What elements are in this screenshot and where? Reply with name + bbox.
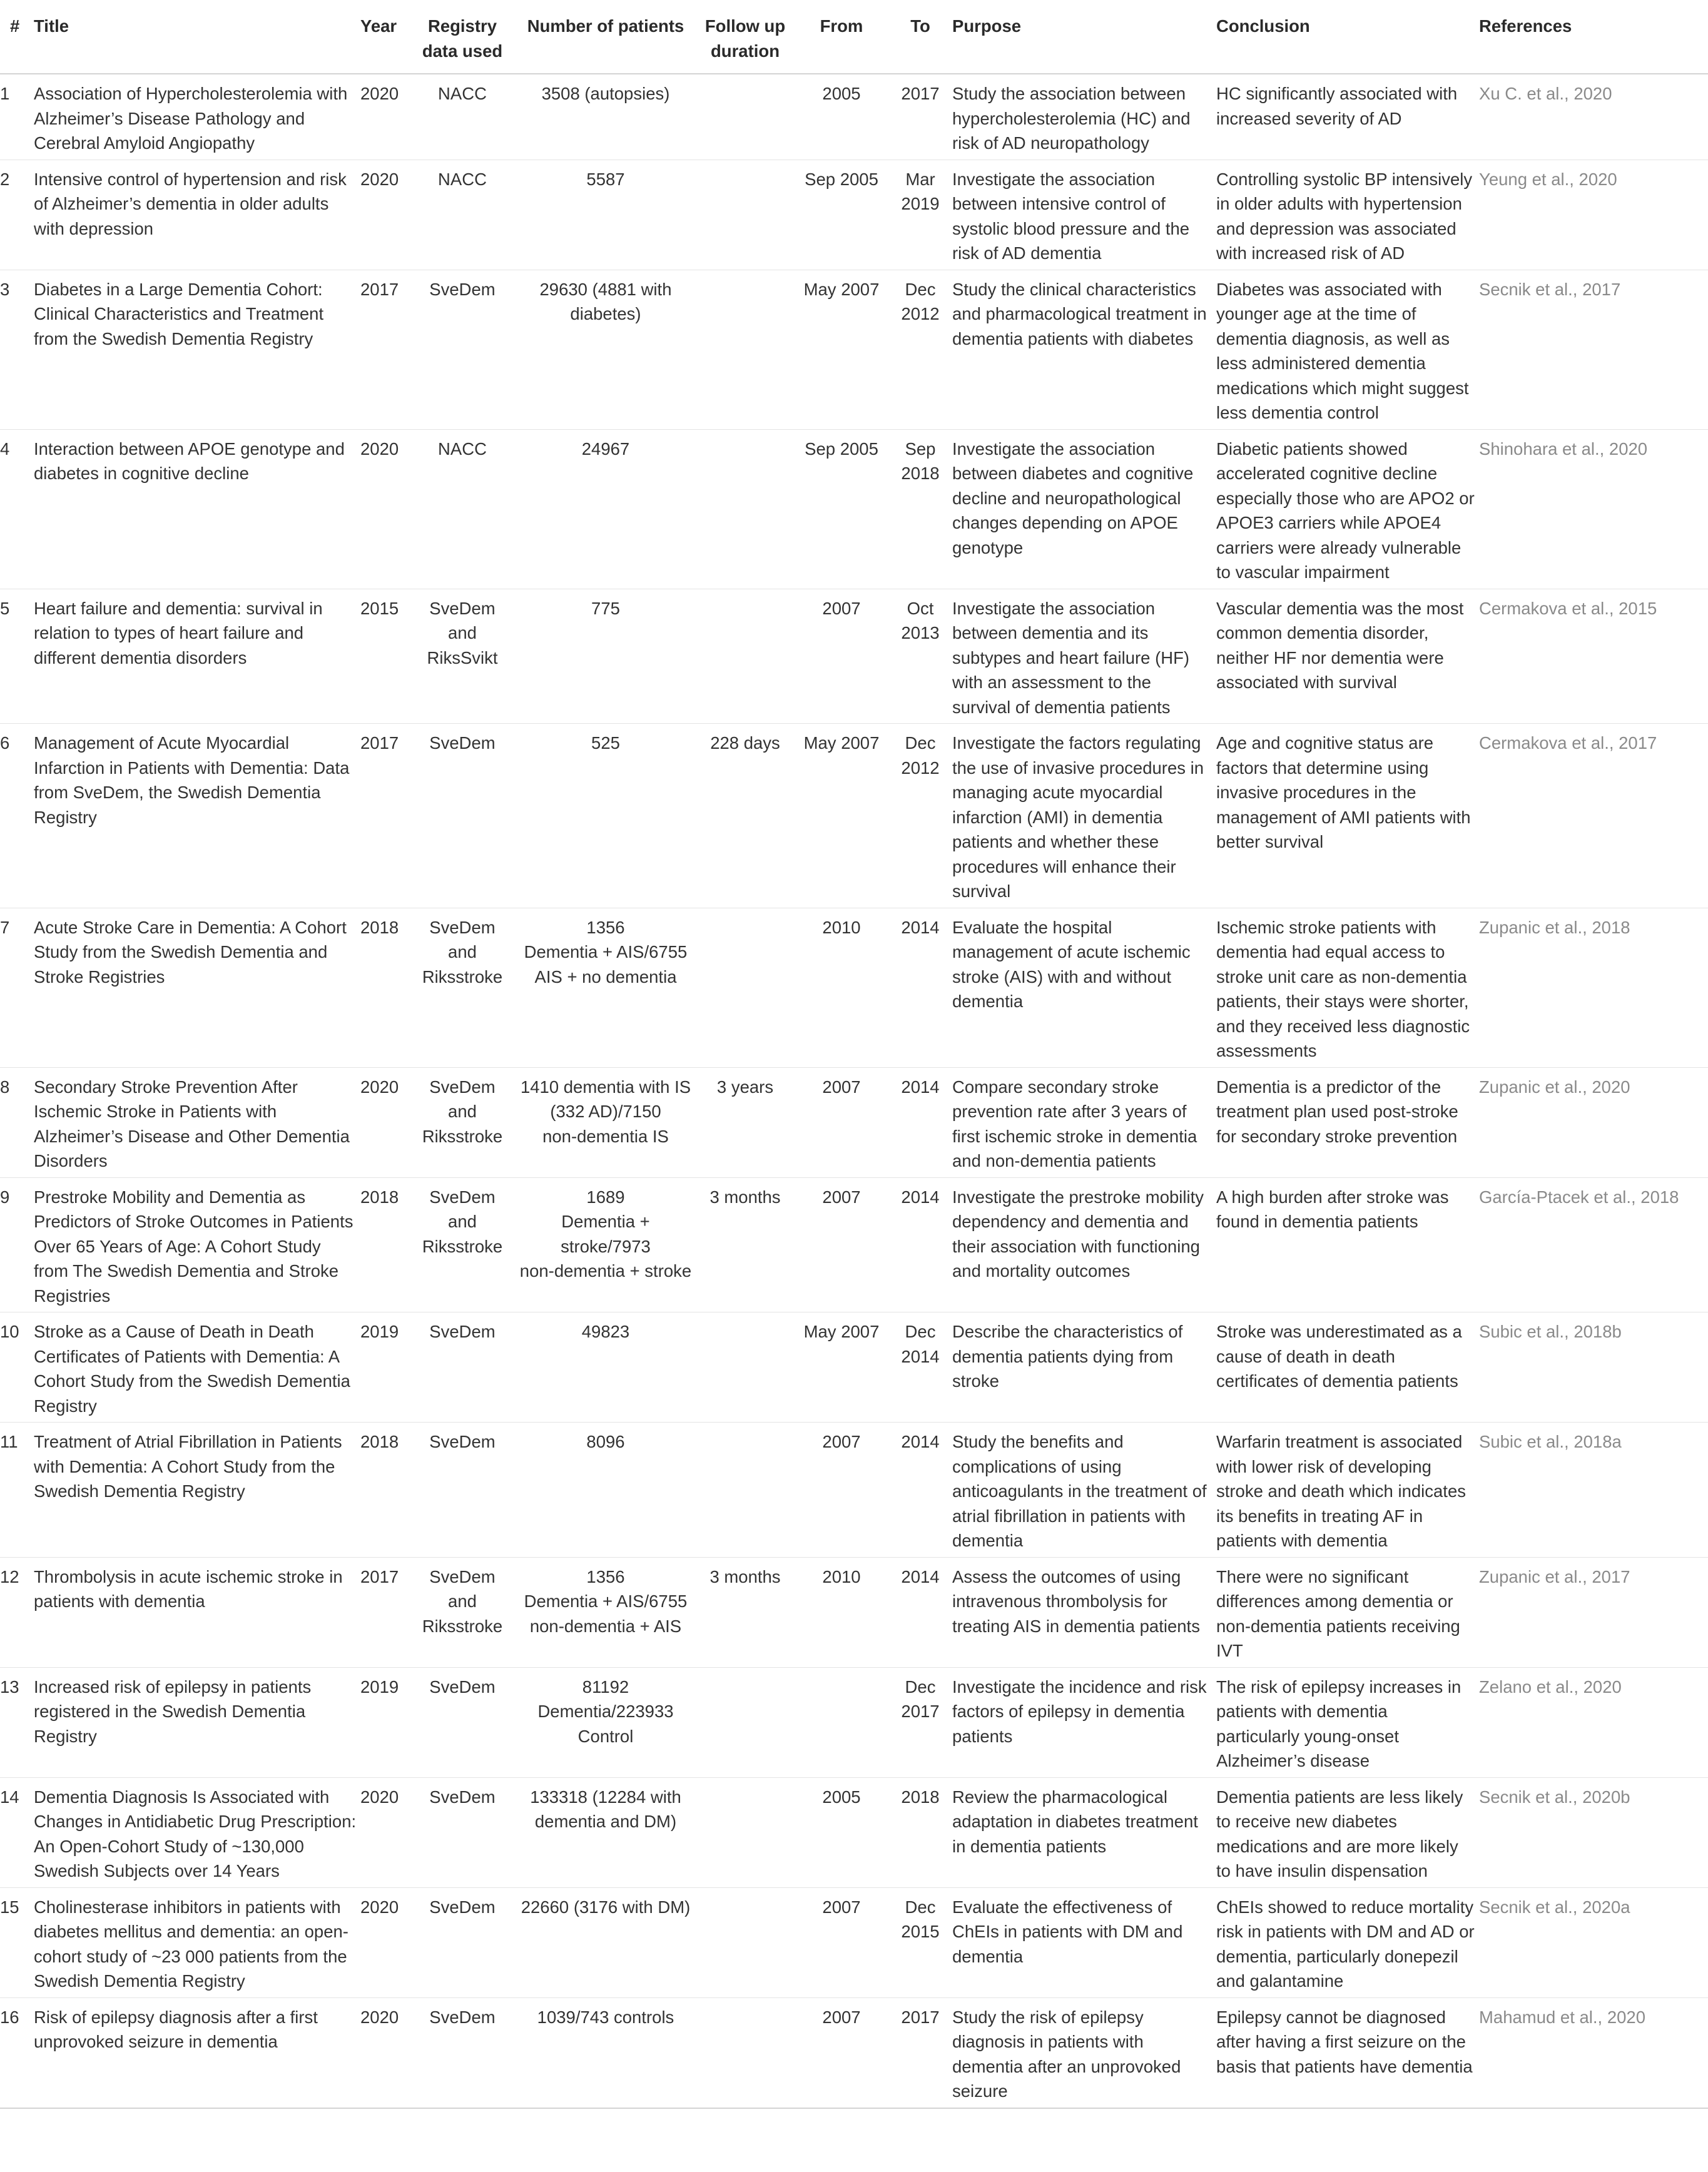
study-conclusion: Age and cognitive status are factors that determine using invasive procedures in the management of AMI patients with better survival	[1216, 724, 1479, 908]
header-conclusion: Conclusion	[1216, 0, 1479, 74]
study-purpose: Assess the outcomes of using intravenous thrombolysis for treating AIS in dementia patients	[952, 1557, 1216, 1667]
study-reference: Cermakova et al., 2017	[1479, 724, 1708, 908]
table-row	[0, 1777, 1708, 1887]
study-purpose: Study the clinical characteristics and pharmacological treatment in dementia patients with diabetes	[952, 270, 1216, 429]
table-row	[0, 160, 1708, 270]
row-number: 3	[0, 270, 34, 429]
registry-data: NACC	[413, 160, 516, 270]
study-conclusion: Ischemic stroke patients with dementia had equal access to stroke unit care as non-dementia patients, their stays were shorter, and they received less diagnostic assessments	[1216, 908, 1479, 1067]
table-row	[0, 1997, 1708, 2108]
patient-count: 49823	[516, 1312, 699, 1423]
registry-data: SveDem and Riksstroke	[413, 1067, 516, 1177]
study-reference: Subic et al., 2018b	[1479, 1312, 1708, 1423]
table-row	[0, 1887, 1708, 1997]
header-title: Title	[34, 0, 360, 74]
period-to: 2014	[892, 908, 952, 1067]
registry-data: SveDem and RiksSvikt	[413, 589, 516, 724]
row-number: 16	[0, 1997, 34, 2108]
study-reference: Secnik et al., 2020a	[1479, 1887, 1708, 1997]
followup-duration	[699, 270, 795, 429]
table-row	[0, 429, 1708, 589]
followup-duration	[699, 429, 795, 589]
study-year: 2020	[360, 160, 413, 270]
study-title: Dementia Diagnosis Is Associated with Changes in Antidiabetic Drug Prescription: An Open-Cohort Study of ~130,000 Swedish Subjects over 14 Years	[34, 1777, 360, 1887]
period-from: 2010	[795, 908, 892, 1067]
followup-duration	[699, 1667, 795, 1777]
table-row	[0, 1557, 1708, 1667]
registry-data: SveDem	[413, 1997, 516, 2108]
period-from: 2007	[795, 1067, 892, 1177]
study-reference: Shinohara et al., 2020	[1479, 429, 1708, 589]
table-row	[0, 1312, 1708, 1423]
table-row	[0, 1067, 1708, 1177]
study-title: Prestroke Mobility and Dementia as Predictors of Stroke Outcomes in Patients Over 65 Years of Age: A Cohort Study from The Swedish Dementia and Stroke Registries	[34, 1177, 360, 1312]
period-from: Sep 2005	[795, 429, 892, 589]
patient-count: 24967	[516, 429, 699, 589]
study-year: 2018	[360, 1423, 413, 1558]
registry-data: SveDem	[413, 1887, 516, 1997]
study-year: 2019	[360, 1312, 413, 1423]
patient-count: 29630 (4881 with diabetes)	[516, 270, 699, 429]
study-year: 2018	[360, 1177, 413, 1312]
followup-duration	[699, 1423, 795, 1558]
patient-count: 81192 Dementia/223933 Control	[516, 1667, 699, 1777]
study-year: 2015	[360, 589, 413, 724]
period-from: Sep 2005	[795, 160, 892, 270]
registry-data: NACC	[413, 74, 516, 160]
registry-data: SveDem and Riksstroke	[413, 1557, 516, 1667]
registry-data: SveDem and Riksstroke	[413, 908, 516, 1067]
study-conclusion: ChEIs showed to reduce mortality risk in patients with DM and AD or dementia, particularly donepezil and galantamine	[1216, 1887, 1479, 1997]
study-title: Thrombolysis in acute ischemic stroke in patients with dementia	[34, 1557, 360, 1667]
header-references: References	[1479, 0, 1708, 74]
registry-data: NACC	[413, 429, 516, 589]
study-conclusion: A high burden after stroke was found in dementia patients	[1216, 1177, 1479, 1312]
period-to: Mar 2019	[892, 160, 952, 270]
row-number: 15	[0, 1887, 34, 1997]
row-number: 14	[0, 1777, 34, 1887]
period-to: Dec 2017	[892, 1667, 952, 1777]
study-reference: Subic et al., 2018a	[1479, 1423, 1708, 1558]
period-to: Sep 2018	[892, 429, 952, 589]
study-purpose: Compare secondary stroke prevention rate after 3 years of first ischemic stroke in dementia and non-dementia patients	[952, 1067, 1216, 1177]
study-conclusion: Warfarin treatment is associated with lower risk of developing stroke and death which indicates its benefits in treating AF in patients with dementia	[1216, 1423, 1479, 1558]
row-number: 6	[0, 724, 34, 908]
study-reference: Yeung et al., 2020	[1479, 160, 1708, 270]
patient-count: 1356 Dementia + AIS/6755 AIS + no dementia	[516, 908, 699, 1067]
registry-data: SveDem	[413, 1312, 516, 1423]
row-number: 10	[0, 1312, 34, 1423]
study-title: Intensive control of hypertension and risk of Alzheimer’s dementia in older adults with depression	[34, 160, 360, 270]
study-title: Risk of epilepsy diagnosis after a first unprovoked seizure in dementia	[34, 1997, 360, 2108]
header-number: #	[0, 0, 34, 74]
study-year: 2020	[360, 1067, 413, 1177]
study-conclusion: Stroke was underestimated as a cause of death in death certificates of dementia patients	[1216, 1312, 1479, 1423]
study-purpose: Study the risk of epilepsy diagnosis in patients with dementia after an unprovoked seizure	[952, 1997, 1216, 2108]
patient-count: 5587	[516, 160, 699, 270]
period-from	[795, 1667, 892, 1777]
table-row	[0, 74, 1708, 160]
table-row	[0, 1423, 1708, 1558]
study-conclusion: Vascular dementia was the most common dementia disorder, neither HF nor dementia were associated with survival	[1216, 589, 1479, 724]
study-purpose: Study the association between hypercholesterolemia (HC) and risk of AD neuropathology	[952, 74, 1216, 160]
study-title: Treatment of Atrial Fibrillation in Patients with Dementia: A Cohort Study from the Swedish Dementia Registry	[34, 1423, 360, 1558]
study-conclusion: Controlling systolic BP intensively in older adults with hypertension and depression was associated with increased risk of AD	[1216, 160, 1479, 270]
period-from: 2010	[795, 1557, 892, 1667]
followup-duration: 3 months	[699, 1177, 795, 1312]
period-from: 2007	[795, 1887, 892, 1997]
study-title: Interaction between APOE genotype and diabetes in cognitive decline	[34, 429, 360, 589]
row-number: 7	[0, 908, 34, 1067]
study-title: Diabetes in a Large Dementia Cohort: Clinical Characteristics and Treatment from the Swedish Dementia Registry	[34, 270, 360, 429]
patient-count: 775	[516, 589, 699, 724]
study-title: Acute Stroke Care in Dementia: A Cohort Study from the Swedish Dementia and Stroke Registries	[34, 908, 360, 1067]
registry-data: SveDem and Riksstroke	[413, 1177, 516, 1312]
header-patients: Number of patients	[516, 0, 699, 74]
table-row	[0, 1667, 1708, 1777]
study-year: 2020	[360, 1997, 413, 2108]
study-reference: Xu C. et al., 2020	[1479, 74, 1708, 160]
study-reference: Secnik et al., 2017	[1479, 270, 1708, 429]
period-to: Dec 2014	[892, 1312, 952, 1423]
period-from: 2005	[795, 1777, 892, 1887]
period-to: Dec 2015	[892, 1887, 952, 1997]
row-number: 9	[0, 1177, 34, 1312]
followup-duration	[699, 160, 795, 270]
period-from: May 2007	[795, 1312, 892, 1423]
patient-count: 3508 (autopsies)	[516, 74, 699, 160]
study-title: Heart failure and dementia: survival in relation to types of heart failure and different dementia disorders	[34, 589, 360, 724]
row-number: 13	[0, 1667, 34, 1777]
study-year: 2017	[360, 1557, 413, 1667]
period-from: May 2007	[795, 724, 892, 908]
period-to: 2017	[892, 74, 952, 160]
patient-count: 133318 (12284 with dementia and DM)	[516, 1777, 699, 1887]
study-year: 2017	[360, 724, 413, 908]
study-reference: Zupanic et al., 2018	[1479, 908, 1708, 1067]
header-followup: Follow up duration	[699, 0, 795, 74]
study-purpose: Investigate the association between diabetes and cognitive decline and neuropathological changes depending on APOE genotype	[952, 429, 1216, 589]
table-header-row	[0, 0, 1708, 74]
period-from: 2007	[795, 589, 892, 724]
followup-duration	[699, 1777, 795, 1887]
registry-data: SveDem	[413, 1423, 516, 1558]
study-reference: Zupanic et al., 2017	[1479, 1557, 1708, 1667]
study-purpose: Evaluate the effectiveness of ChEIs in patients with DM and dementia	[952, 1887, 1216, 1997]
study-purpose: Investigate the incidence and risk factors of epilepsy in dementia patients	[952, 1667, 1216, 1777]
followup-duration	[699, 589, 795, 724]
row-number: 4	[0, 429, 34, 589]
study-title: Increased risk of epilepsy in patients registered in the Swedish Dementia Registry	[34, 1667, 360, 1777]
study-conclusion: HC significantly associated with increased severity of AD	[1216, 74, 1479, 160]
study-purpose: Investigate the association between dementia and its subtypes and heart failure (HF) with an assessment to the survival of dementia patients	[952, 589, 1216, 724]
row-number: 8	[0, 1067, 34, 1177]
followup-duration: 228 days	[699, 724, 795, 908]
study-year: 2018	[360, 908, 413, 1067]
study-purpose: Review the pharmacological adaptation in diabetes treatment in dementia patients	[952, 1777, 1216, 1887]
study-year: 2019	[360, 1667, 413, 1777]
table-row	[0, 270, 1708, 429]
patient-count: 1689 Dementia + stroke/7973 non-dementia + stroke	[516, 1177, 699, 1312]
study-reference: Zupanic et al., 2020	[1479, 1067, 1708, 1177]
study-title: Management of Acute Myocardial Infarction in Patients with Dementia: Data from SveDem, the Swedish Dementia Registry	[34, 724, 360, 908]
row-number: 5	[0, 589, 34, 724]
study-conclusion: Dementia is a predictor of the treatment plan used post-stroke for secondary stroke prevention	[1216, 1067, 1479, 1177]
period-to: 2017	[892, 1997, 952, 2108]
study-year: 2020	[360, 74, 413, 160]
followup-duration: 3 years	[699, 1067, 795, 1177]
period-to: 2014	[892, 1177, 952, 1312]
study-conclusion: The risk of epilepsy increases in patients with dementia particularly young-onset Alzheimer’s disease	[1216, 1667, 1479, 1777]
table-row	[0, 589, 1708, 724]
study-purpose: Investigate the factors regulating the use of invasive procedures in managing acute myocardial infarction (AMI) in dementia patients and whether these procedures will enhance their survival	[952, 724, 1216, 908]
followup-duration	[699, 1312, 795, 1423]
study-reference: García-Ptacek et al., 2018	[1479, 1177, 1708, 1312]
study-conclusion: Dementia patients are less likely to receive new diabetes medications and are more likely to have insulin dispensation	[1216, 1777, 1479, 1887]
followup-duration	[699, 74, 795, 160]
followup-duration	[699, 908, 795, 1067]
period-to: Dec 2012	[892, 270, 952, 429]
registry-data: SveDem	[413, 1667, 516, 1777]
header-registry: Registry data used	[413, 0, 516, 74]
period-to: Dec 2012	[892, 724, 952, 908]
study-conclusion: Diabetes was associated with younger age at the time of dementia diagnosis, as well as less administered dementia medications which might suggest less dementia control	[1216, 270, 1479, 429]
patient-count: 1039/743 controls	[516, 1997, 699, 2108]
patient-count: 8096	[516, 1423, 699, 1558]
period-to: 2018	[892, 1777, 952, 1887]
study-conclusion: Epilepsy cannot be diagnosed after having a first seizure on the basis that patients have dementia	[1216, 1997, 1479, 2108]
row-number: 2	[0, 160, 34, 270]
study-purpose: Evaluate the hospital management of acute ischemic stroke (AIS) with and without dementia	[952, 908, 1216, 1067]
header-to: To	[892, 0, 952, 74]
table-body	[0, 74, 1708, 2108]
study-conclusion: Diabetic patients showed accelerated cognitive decline especially those who are APO2 or APOE3 carriers while APOE4 carriers were already vulnerable to vascular impairment	[1216, 429, 1479, 589]
period-from: 2007	[795, 1177, 892, 1312]
table-row	[0, 1177, 1708, 1312]
patient-count: 22660 (3176 with DM)	[516, 1887, 699, 1997]
followup-duration	[699, 1887, 795, 1997]
followup-duration: 3 months	[699, 1557, 795, 1667]
period-from: 2005	[795, 74, 892, 160]
table-row	[0, 908, 1708, 1067]
registry-data: SveDem	[413, 270, 516, 429]
study-title: Secondary Stroke Prevention After Ischemic Stroke in Patients with Alzheimer’s Disease and Other Dementia Disorders	[34, 1067, 360, 1177]
table-row	[0, 724, 1708, 908]
study-year: 2017	[360, 270, 413, 429]
study-year: 2020	[360, 1777, 413, 1887]
study-title: Cholinesterase inhibitors in patients with diabetes mellitus and dementia: an open-cohort study of ~23 000 patients from the Swedish Dementia Registry	[34, 1887, 360, 1997]
period-to: Oct 2013	[892, 589, 952, 724]
study-title: Stroke as a Cause of Death in Death Certificates of Patients with Dementia: A Cohort Study from the Swedish Dementia Registry	[34, 1312, 360, 1423]
followup-duration	[699, 1997, 795, 2108]
patient-count: 1410 dementia with IS (332 AD)/7150 non-dementia IS	[516, 1067, 699, 1177]
study-purpose: Study the benefits and complications of using anticoagulants in the treatment of atrial fibrillation in patients with dementia	[952, 1423, 1216, 1558]
row-number: 1	[0, 74, 34, 160]
study-conclusion: There were no significant differences among dementia or non-dementia patients receiving IVT	[1216, 1557, 1479, 1667]
study-purpose: Investigate the prestroke mobility dependency and dementia and their association with functioning and mortality outcomes	[952, 1177, 1216, 1312]
period-from: 2007	[795, 1423, 892, 1558]
study-reference: Secnik et al., 2020b	[1479, 1777, 1708, 1887]
registry-data: SveDem	[413, 724, 516, 908]
header-year: Year	[360, 0, 413, 74]
study-reference: Cermakova et al., 2015	[1479, 589, 1708, 724]
period-from: May 2007	[795, 270, 892, 429]
patient-count: 525	[516, 724, 699, 908]
header-from: From	[795, 0, 892, 74]
study-year: 2020	[360, 1887, 413, 1997]
row-number: 12	[0, 1557, 34, 1667]
header-purpose: Purpose	[952, 0, 1216, 74]
row-number: 11	[0, 1423, 34, 1558]
study-purpose: Investigate the association between intensive control of systolic blood pressure and the risk of AD dementia	[952, 160, 1216, 270]
registry-data: SveDem	[413, 1777, 516, 1887]
study-reference: Zelano et al., 2020	[1479, 1667, 1708, 1777]
study-year: 2020	[360, 429, 413, 589]
study-title: Association of Hypercholesterolemia with Alzheimer’s Disease Pathology and Cerebral Amyloid Angiopathy	[34, 74, 360, 160]
patient-count: 1356 Dementia + AIS/6755 non-dementia + AIS	[516, 1557, 699, 1667]
period-to: 2014	[892, 1423, 952, 1558]
period-to: 2014	[892, 1067, 952, 1177]
study-purpose: Describe the characteristics of dementia patients dying from stroke	[952, 1312, 1216, 1423]
period-from: 2007	[795, 1997, 892, 2108]
study-reference: Mahamud et al., 2020	[1479, 1997, 1708, 2108]
period-to: 2014	[892, 1557, 952, 1667]
